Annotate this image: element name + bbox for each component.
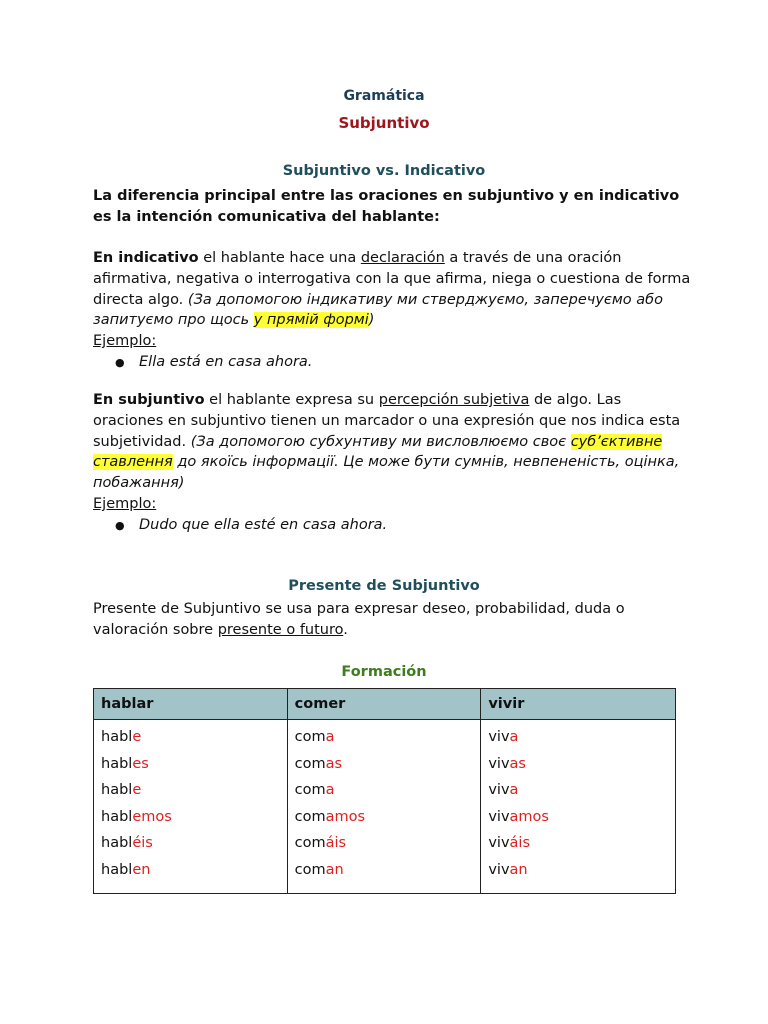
verb-stem: com bbox=[294, 755, 326, 772]
verb-stem: com bbox=[294, 808, 326, 825]
table-row bbox=[94, 830, 676, 857]
verb-stem: viv bbox=[488, 835, 510, 852]
indicativo-text-1: el hablante hace una bbox=[198, 250, 361, 266]
verb-ending: e bbox=[132, 729, 142, 746]
table-row bbox=[94, 751, 676, 778]
indicativo-highlight: у прямій формі bbox=[253, 312, 369, 329]
table-cell bbox=[481, 751, 676, 778]
indicativo-underlined: declaración bbox=[360, 250, 445, 266]
table-cell bbox=[94, 804, 288, 831]
verb-stem: com bbox=[294, 861, 326, 878]
indicativo-paragraph bbox=[93, 248, 693, 331]
table-cell bbox=[94, 720, 288, 751]
verb-ending: e bbox=[132, 782, 142, 799]
indicativo-example-block bbox=[93, 331, 693, 374]
conjugation-table bbox=[93, 688, 676, 894]
table-cell bbox=[287, 857, 481, 894]
example-label: Ejemplo: bbox=[93, 496, 157, 512]
doc-subtitle: Subjuntivo bbox=[338, 114, 430, 132]
indicativo-translation-2: ) bbox=[368, 312, 375, 329]
presente-text-2: . bbox=[343, 621, 348, 638]
indicativo-bold: En indicativo bbox=[93, 250, 199, 266]
subjuntivo-highlight: суб’єктивне ставлення bbox=[93, 433, 663, 471]
verb-stem: viv bbox=[488, 729, 510, 746]
section-heading-subjuntivo-vs-indicativo: Subjuntivo vs. Indicativo bbox=[282, 163, 486, 179]
subjuntivo-bold: En subjuntivo bbox=[93, 392, 205, 408]
table-cell bbox=[94, 830, 288, 857]
verb-ending: amos bbox=[325, 808, 366, 825]
verb-ending: a bbox=[509, 729, 519, 746]
indicativo-example: Ella está en casa ahora. bbox=[139, 353, 313, 370]
table-row bbox=[94, 857, 676, 894]
presente-underlined: presente o futuro bbox=[217, 621, 344, 638]
header-comer: comer bbox=[287, 689, 481, 720]
indicativo-text-2: a través de una oración afirmativa, negativa o interrogativa con la que afirma, niega o cuestiona de forma directa algo. bbox=[93, 250, 691, 308]
verb-ending: a bbox=[325, 729, 335, 746]
table-header-row bbox=[94, 689, 676, 720]
list-item bbox=[115, 352, 693, 374]
table-cell bbox=[94, 857, 288, 894]
subjuntivo-underlined: percepción subjetiva bbox=[378, 392, 530, 408]
verb-ending: an bbox=[509, 861, 528, 878]
verb-stem: viv bbox=[488, 808, 510, 825]
verb-stem: habl bbox=[101, 861, 133, 878]
list-item bbox=[115, 515, 693, 537]
table-cell bbox=[287, 777, 481, 804]
table-cell bbox=[94, 777, 288, 804]
table-cell bbox=[287, 830, 481, 857]
verb-ending: as bbox=[509, 755, 526, 772]
verb-ending: a bbox=[509, 782, 519, 799]
verb-stem: com bbox=[294, 729, 326, 746]
verb-ending: áis bbox=[325, 835, 347, 852]
verb-ending: an bbox=[325, 861, 344, 878]
table-cell bbox=[287, 720, 481, 751]
table-row bbox=[94, 804, 676, 831]
table-cell bbox=[287, 751, 481, 778]
verb-stem: habl bbox=[101, 755, 133, 772]
subjuntivo-text-1: el hablante expresa su bbox=[204, 392, 379, 408]
verb-ending: emos bbox=[132, 808, 172, 825]
verb-ending: áis bbox=[509, 835, 531, 852]
presente-paragraph bbox=[93, 599, 693, 641]
verb-stem: com bbox=[294, 835, 326, 852]
verb-stem: habl bbox=[101, 729, 133, 746]
subjuntivo-translation-1: (За допомогою субхунтиву ми висловлюємо своє bbox=[190, 433, 571, 450]
table-row bbox=[94, 777, 676, 804]
header-hablar: hablar bbox=[94, 689, 288, 720]
table-cell bbox=[94, 751, 288, 778]
doc-title: Gramática bbox=[343, 88, 425, 104]
table-cell bbox=[481, 830, 676, 857]
formacion-heading: Formación bbox=[341, 664, 427, 680]
subjuntivo-translation-2: до якоїсь інформації. Це може бути сумнів, невпененість, оцінка, побажання) bbox=[93, 454, 680, 492]
verb-stem: viv bbox=[488, 755, 510, 772]
header-vivir: vivir bbox=[481, 689, 676, 720]
bullet-icon: ● bbox=[115, 518, 125, 532]
verb-ending: as bbox=[325, 755, 343, 772]
indicativo-translation-1: (За допомогою індикативу ми стверджуємо, заперечуємо або запитуємо про щось bbox=[93, 291, 663, 329]
section-heading-presente-de-subjuntivo: Presente de Subjuntivo bbox=[288, 578, 480, 594]
verb-stem: habl bbox=[101, 782, 133, 799]
subjuntivo-example-block bbox=[93, 494, 693, 537]
verb-stem: com bbox=[294, 782, 326, 799]
subjuntivo-example: Dudo que ella esté en casa ahora. bbox=[139, 516, 388, 533]
verb-ending: éis bbox=[132, 835, 153, 852]
bullet-icon: ● bbox=[115, 355, 125, 369]
verb-stem: habl bbox=[101, 808, 133, 825]
table-cell bbox=[481, 777, 676, 804]
verb-stem: viv bbox=[488, 861, 510, 878]
table-cell bbox=[481, 857, 676, 894]
subjuntivo-text-2: de algo. Las oraciones en subjuntivo tienen un marcador o una expresión que nos indica esta subjetividad. bbox=[93, 392, 681, 450]
verb-ending: en bbox=[132, 861, 151, 878]
intro-paragraph: La diferencia principal entre las oraciones en subjuntivo y en indicativo es la intención comunicativa del hablante: bbox=[93, 188, 680, 225]
table-cell bbox=[481, 720, 676, 751]
verb-ending: a bbox=[325, 782, 335, 799]
presente-text-1: Presente de Subjuntivo se usa para expresar deseo, probabilidad, duda o valoración sobre bbox=[93, 601, 625, 638]
subjuntivo-paragraph bbox=[93, 390, 693, 494]
table-cell bbox=[287, 804, 481, 831]
verb-stem: viv bbox=[488, 782, 510, 799]
verb-stem: habl bbox=[101, 835, 133, 852]
table-row bbox=[94, 720, 676, 751]
table-cell bbox=[481, 804, 676, 831]
verb-ending: es bbox=[132, 755, 149, 772]
verb-ending: amos bbox=[509, 808, 549, 825]
example-label: Ejemplo: bbox=[93, 333, 157, 349]
